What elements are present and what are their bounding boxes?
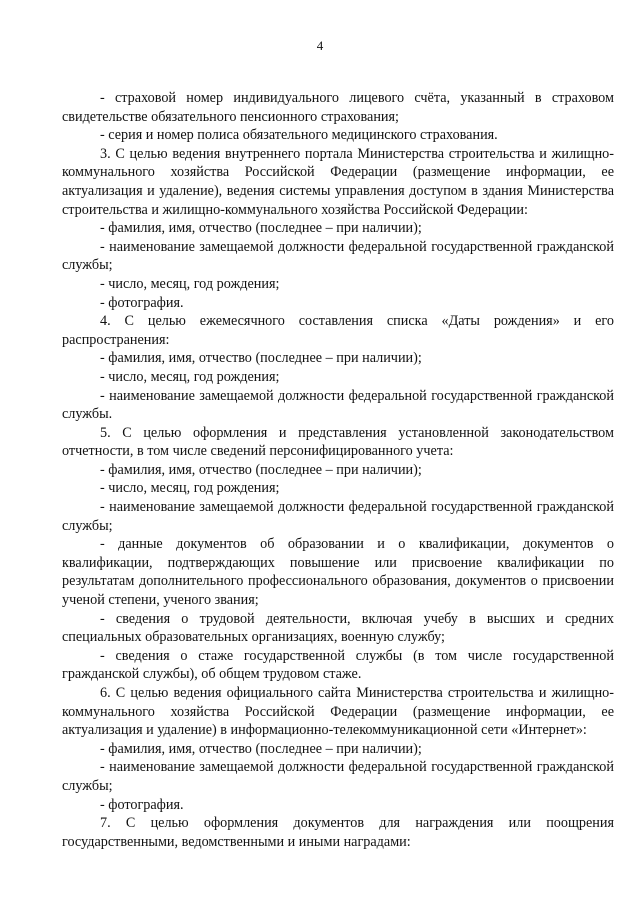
clause-6-official-website: 6. С целью ведения официального сайта Министерства строительства и жилищно-коммунального хозяйства Российской Федерации (размещение информации, ее актуализация и удаление) в информационно-телекоммуникационной сети «Интернет»: [62, 685, 614, 739]
list-item-position: - наименование замещаемой должности федеральной государственной гражданской службы; [62, 499, 614, 534]
list-item-snils: - страховой номер индивидуального лицевого счёта, указанный в страховом свидетельстве обязательного пенсионного страхования; [62, 90, 614, 125]
list-item-position: - наименование замещаемой должности федеральной государственной гражданской службы; [62, 238, 614, 274]
list-item-birth-date: - число, месяц, год рождения; [100, 368, 280, 385]
list-item-service-length: - сведения о стаже государственной службы (в том числе государственной гражданской службы), об общем трудовом стаже. [62, 647, 614, 683]
list-item-oms-policy: - серия и номер полиса обязательного медицинского страхования. [100, 127, 498, 144]
list-item-photo: - фотография. [100, 796, 184, 813]
list-item-birth-date: - число, месяц, год рождения; [100, 480, 280, 497]
list-item-full-name: - фамилия, имя, отчество (последнее – при наличии); [100, 461, 422, 478]
list-item-position: - наименование замещаемой должности федеральной государственной гражданской службы. [62, 387, 614, 423]
clause-3-intranet-portal: 3. С целью ведения внутреннего портала Министерства строительства и жилищно-коммунального хозяйства Российской Федерации (размещение информации, ее актуализация и удаление), ведения системы управления доступом в здания Министерства строительства и жилищно-коммунального хозяйства Российской Федерации: [62, 145, 614, 218]
list-item-birth-date: - число, месяц, год рождения; [100, 275, 280, 292]
list-item-education-documents: - данные документов об образовании и о квалификации, документов о квалификации, подтверждающих повышение или присвоение квалификации по результатам дополнительного профессионального образования, документов о присвоении ученой степени, ученого звания; [62, 536, 614, 609]
clause-4-birthdays-list: 4. С целью ежемесячного составления списка «Даты рождения» и его распространения: [62, 313, 614, 348]
list-item-full-name: - фамилия, имя, отчество (последнее – при наличии); [100, 220, 422, 237]
page-number: 4 [316, 38, 324, 53]
document-body [62, 89, 614, 851]
clause-5-reporting: 5. С целью оформления и представления установленной законодательством отчетности, в том числе сведений персонифицированного учета: [62, 424, 614, 460]
list-item-position: - наименование замещаемой должности федеральной государственной гражданской службы; [62, 759, 614, 794]
list-item-full-name: - фамилия, имя, отчество (последнее – при наличии); [100, 740, 422, 757]
list-item-full-name: - фамилия, имя, отчество (последнее – при наличии); [100, 350, 422, 367]
list-item-work-history: - сведения о трудовой деятельности, включая учебу в высших и средних специальных образовательных организациях, военную службу; [62, 610, 614, 646]
clause-7-awards: 7. С целью оформления документов для награждения или поощрения государственными, ведомственными и иными наградами: [62, 815, 614, 850]
list-item-photo: - фотография. [100, 294, 184, 311]
